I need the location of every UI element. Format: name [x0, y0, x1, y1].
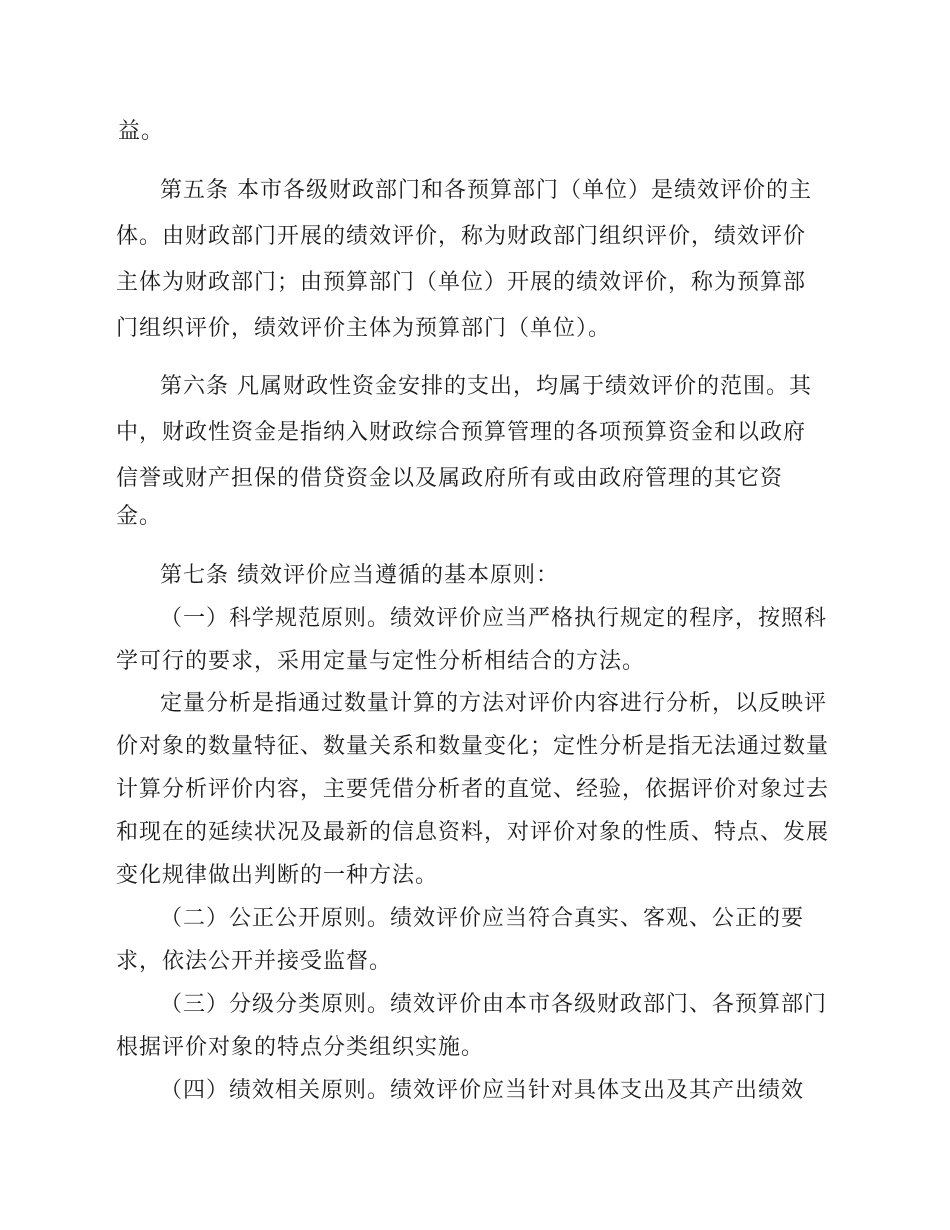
text-line: 益。	[118, 119, 165, 144]
text-line: 中，财政性资金是指纳入财政综合预算管理的各项预算资金和以政府	[116, 420, 807, 445]
text-line: 主体为财政部门；由预算部门（单位）开展的绩效评价，称为预算部	[116, 270, 807, 295]
text-line: 金。	[116, 504, 163, 529]
text-line: 计算分析评价内容，主要凭借分析者的直觉、经验，依据评价对象过去	[116, 777, 830, 802]
text-line: 价对象的数量特征、数量关系和数量变化；定性分析是指无法通过数量	[116, 734, 830, 759]
article-5-heading-line: 第五条 本市各级财政部门和各预算部门（单位）是绩效评价的主	[160, 178, 812, 203]
text-line: 和现在的延续状况及最新的信息资料，对评价对象的性质、特点、发展	[116, 820, 830, 845]
principle-2-line: （二）公正公开原则。绩效评价应当符合真实、客观、公正的要	[160, 906, 805, 931]
article-7-heading-line: 第七条 绩效评价应当遵循的基本原则：	[160, 563, 559, 588]
text-line: 体。由财政部门开展的绩效评价，称为财政部门组织评价，绩效评价	[116, 224, 807, 249]
text-line: 学可行的要求，采用定量与定性分析相结合的方法。	[116, 649, 646, 674]
text-line: 信誉或财产担保的借贷资金以及属政府所有或由政府管理的其它资	[116, 466, 784, 491]
text-line: 定量分析是指通过数量计算的方法对评价内容进行分析，以反映评	[160, 691, 828, 716]
text-line: 门组织评价，绩效评价主体为预算部门（单位）。	[116, 316, 612, 341]
principle-3-line: （三）分级分类原则。绩效评价由本市各级财政部门、各预算部门	[160, 992, 828, 1017]
text-line: 变化规律做出判断的一种方法。	[116, 863, 439, 888]
principle-1-line: （一）科学规范原则。绩效评价应当严格执行规定的程序，按照科	[160, 606, 828, 631]
text-line: 求，依法公开并接受监督。	[116, 949, 393, 974]
text-line: 根据评价对象的特点分类组织实施。	[116, 1035, 485, 1060]
article-6-heading-line: 第六条 凡属财政性资金安排的支出，均属于绩效评价的范围。其	[160, 374, 812, 399]
principle-4-line: （四）绩效相关原则。绩效评价应当针对具体支出及其产出绩效	[160, 1078, 805, 1103]
